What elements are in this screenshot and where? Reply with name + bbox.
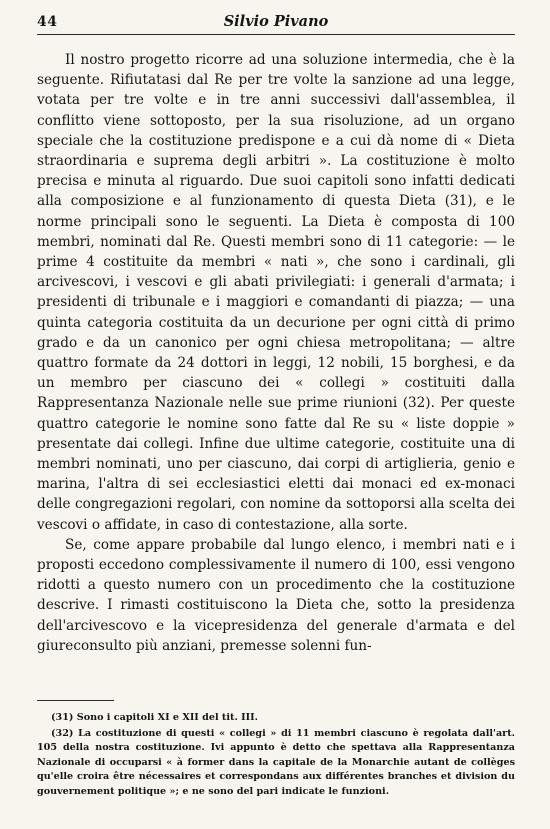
footnote-divider: [37, 700, 114, 701]
footnote: (32) La costituzione di questi « collegi » di 11 membri ciascuno è regolata dall'art. 105 della nostra costituzione. Ivi appunto è detto che spettava alla Rappresentanza Nazionale di occuparsi « à former dans la capitale de la Monarchie autant de collèges qu'elle croira être nécessaires et correspondans aux différentes branches et division du gouvernement politique »; e ne sono del pari indicate le funzioni.: [37, 727, 515, 797]
page-header: [37, 12, 515, 35]
paragraph: Il nostro progetto ricorre ad una soluzione intermedia, che è la seguente. Rifiutatasi dal Re per tre volte la sanzione ad una legge, votata per tre volte e in tre anni successivi dall'assemblea, il conflitto viene sottoposto, per la sua risoluzione, ad un organo speciale che la costituzione predispone e a cui dà nome di « Dieta straordinaria e suprema degli arbitri ». La costituzione è molto precisa e minuta al riguardo. Due suoi capitoli sono infatti dedicati alla composizione e al funzionamento di questa Dieta (31), e le norme principali sono le seguenti. La Dieta è composta di 100 membri, nominati dal Re. Questi membri sono di 11 categorie: — le prime 4 costituite da membri « nati », che sono i cardinali, gli arcivescovi, i vescovi e gli abati privilegiati: i generali d'armata; i presidenti di tribunale e i maggiori e comandanti di piazza; — una quinta categoria costituita da un decurione per ogni città di primo grado e da un canonico per ogni chiesa metropolitana; — altre quattro formate da 24 dottori in leggi, 12 nobili, 15 borghesi, e da un membro per ciascuno dei « collegi » costituiti dalla Rappresentanza Nazionale nelle sue prime riunioni (32). Per queste quattro categorie le nomine sono fatte dal Re su « liste doppie » presentate dai collegi. Infine due ultime categorie, costituite una di membri nominati, uno per ciascuno, dai corpi di artiglieria, genio e marina, l'altra di sei ecclesiastici eletti dai monaci ed ex-monaci delle congregazioni regolari, con nomine da sottoporsi alla scelta dei vescovi o affidate, in caso di contestazione, alla sorte.: [37, 52, 515, 533]
footnote: (31) Sono i capitoli XI e XII del tit. III.: [51, 712, 258, 723]
paragraph: Se, come appare probabile dal lungo elenco, i membri nati e i proposti eccedono complessivamente il numero di 100, essi vengono ridotti a questo numero con un procedimento che la costituzione descrive. I rimasti costituiscono la Dieta che, sotto la presidenza dell'arcivescovo e la vicepresidenza del generale d'armata e del giureconsulto più anziani, premesse solenni fun-: [37, 536, 515, 654]
footnotes: [37, 711, 515, 801]
running-head: Silvio Pivano: [223, 13, 329, 30]
page-number: 44: [37, 14, 58, 30]
body-text: [37, 50, 515, 656]
